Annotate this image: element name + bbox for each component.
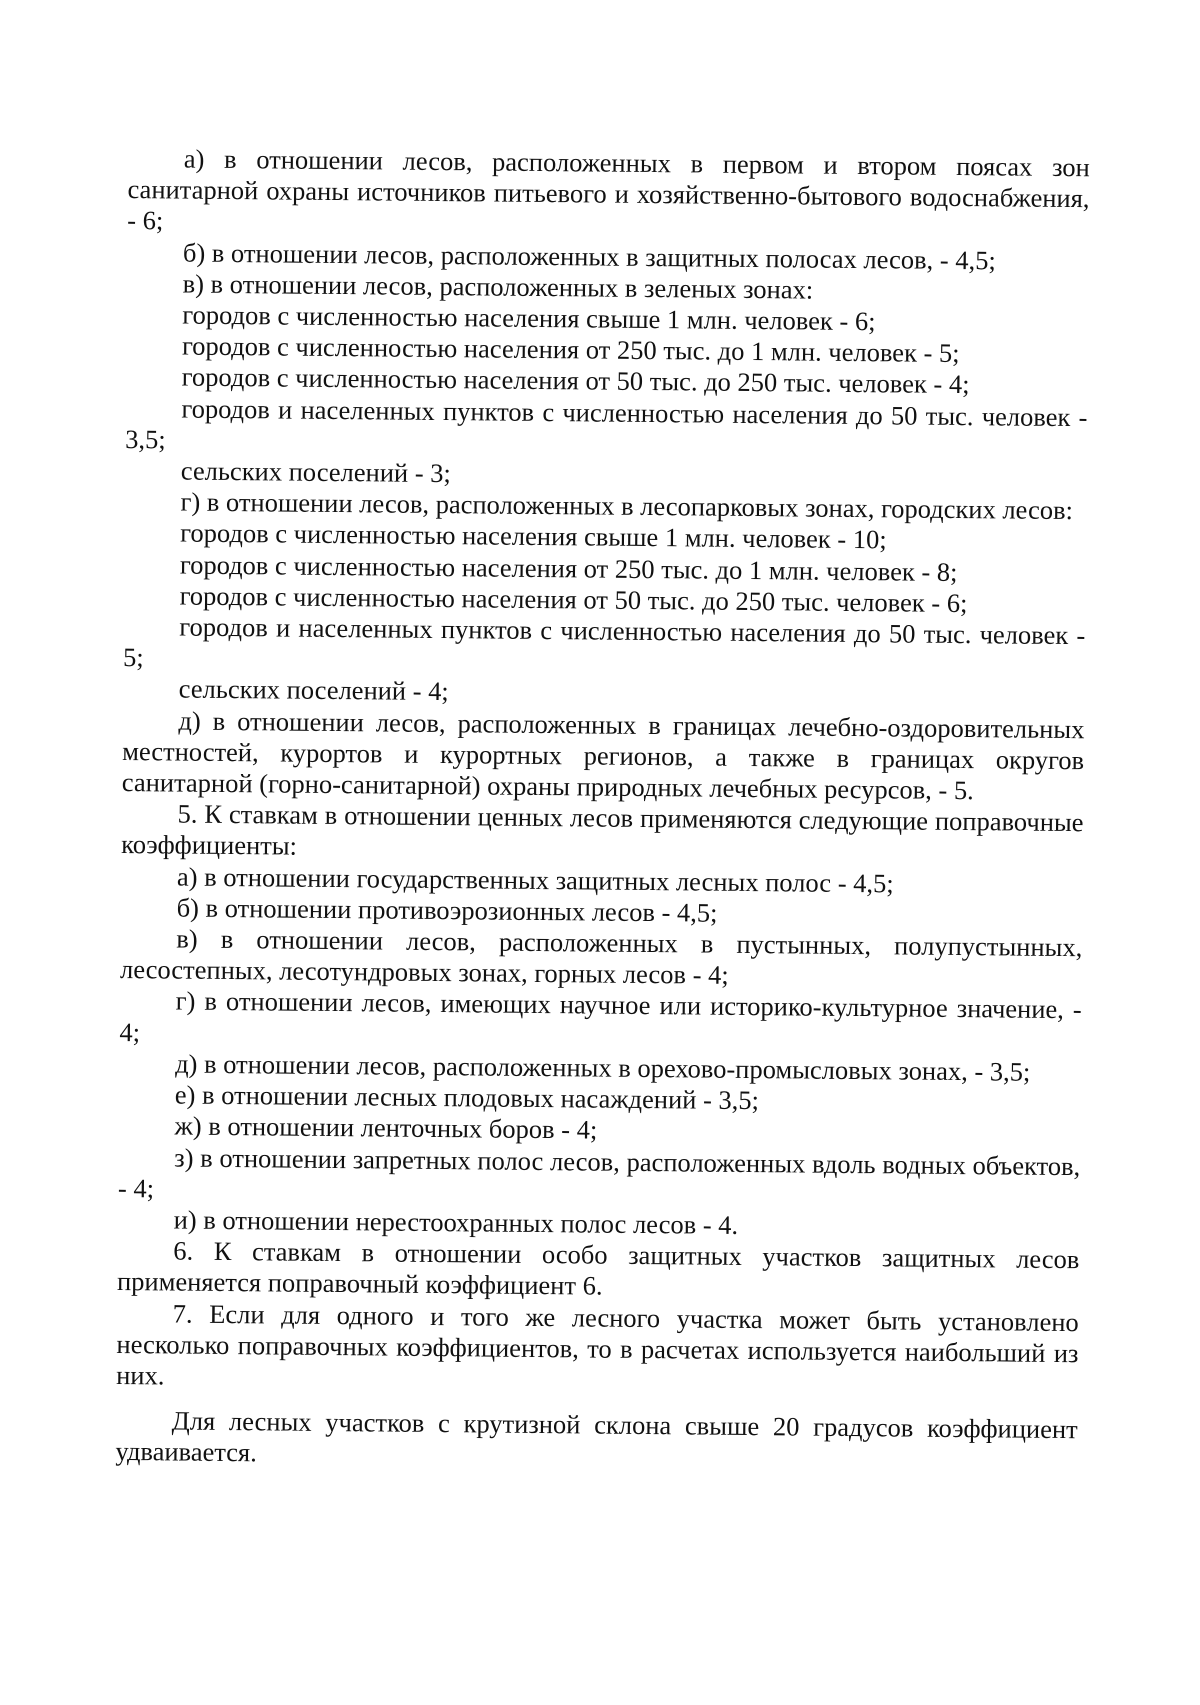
paragraph-park-cities-250k-1m: городов с численностью населения от 250 тыс. до 1 млн. человек - 8;	[179, 549, 958, 587]
paragraph-v-green-zones: в) в отношении лесов, расположенных в зеленых зонах:	[182, 268, 814, 305]
paragraph-item-5-valuable-forests: 5. К ставкам в отношении ценных лесов применяются следующие поправочные коэффициенты:	[121, 798, 1084, 862]
document-body	[115, 143, 1090, 1477]
paragraph-green-cities-250k-1m: городов с численностью населения от 250 тыс. до 1 млн. человек - 5;	[181, 330, 960, 369]
paragraph-green-cities-over-1m: городов с численностью населения свыше 1 млн. человек - 6;	[182, 299, 876, 337]
paragraph-green-rural: сельских поселений - 3;	[180, 455, 452, 489]
paragraph-slope-doubling: Для лесных участков с крутизной склона свыше 20 градусов коэффициент удваивается.	[115, 1405, 1078, 1468]
paragraph-5e-fruit-plantations: е) в отношении лесных плодовых насаждений - 3,5;	[174, 1079, 760, 1116]
paragraph-item-6-special-areas: 6. К ставкам в отношении особо защитных участков защитных лесов применяется поправочный коэффициент 6.	[116, 1235, 1080, 1301]
paragraph-green-cities-under-50k: городов и населенных пунктов с численностью населения до 50 тыс. человек - 3,5;	[125, 393, 1088, 455]
paragraph-5i-spawning-strips: и) в отношении нерестоохранных полос лесов - 4.	[173, 1204, 739, 1240]
paragraph-5a-state-strips: а) в отношении государственных защитных лесных полос - 4,5;	[176, 861, 894, 899]
paragraph-d-health-resorts: д) в отношении лесов, расположенных в границах лечебно-оздоровительных местностей, курортов и курортных регионов, а также в границах округов санитарной (горно-санитарной) охраны природных лечебных ресурсов, - 5.	[121, 705, 1085, 806]
paragraph-park-cities-over-1m: городов с численностью населения свыше 1 млн. человек - 10;	[180, 517, 887, 555]
paragraph-b-protective-strips: б) в отношении лесов, расположенных в защитных полосах лесов, - 4,5;	[182, 237, 996, 275]
paragraph-5z-water-strips: з) в отношении запретных полос лесов, расположенных вдоль водных объектов, - 4;	[117, 1141, 1081, 1204]
paragraph-5v-desert-steppe: в) в отношении лесов, расположенных в пустынных, полупустынных, лесостепных, лесотундровых зонах, горных лесов - 4;	[119, 923, 1083, 991]
paragraph-5b-anti-erosion: б) в отношении противоэрозионных лесов - 4,5;	[176, 892, 718, 928]
paragraph-5zh-ribbon-pine: ж) в отношении ленточных боров - 4;	[174, 1110, 598, 1145]
paragraph-park-cities-under-50k: городов и населенных пунктов с численностью населения до 50 тыс. человек - 5;	[122, 611, 1086, 673]
paragraph-5d-nut-zones: д) в отношении лесов, расположенных в орехово-промысловых зонах, - 3,5;	[175, 1048, 1031, 1087]
paragraph-green-cities-50k-250k: городов с численностью населения от 50 тыс. до 250 тыс. человек - 4;	[181, 361, 970, 400]
paragraph-5g-scientific-cultural: г) в отношении лесов, имеющих научное или историко-культурное значение, - 4;	[119, 985, 1082, 1047]
paragraph-park-cities-50k-250k: городов с численностью населения от 50 тыс. до 250 тыс. человек - 6;	[179, 580, 968, 618]
paragraph-a-sanitary-zones: а) в отношении лесов, расположенных в первом и втором поясах зон санитарной охраны источников питьевого и хозяйственно-бытового водоснабжения, - 6;	[127, 143, 1090, 236]
paragraph-item-7-max-coefficient: 7. Если для одного и того же лесного участка может быть установлено несколько поправочных коэффициентов, то в расчетах используется наибольший из них.	[116, 1298, 1079, 1391]
paragraph-g-forest-park-zones: г) в отношении лесов, расположенных в лесопарковых зонах, городских лесов:	[180, 486, 1074, 526]
paragraph-park-rural: сельских поселений - 4;	[178, 673, 449, 707]
